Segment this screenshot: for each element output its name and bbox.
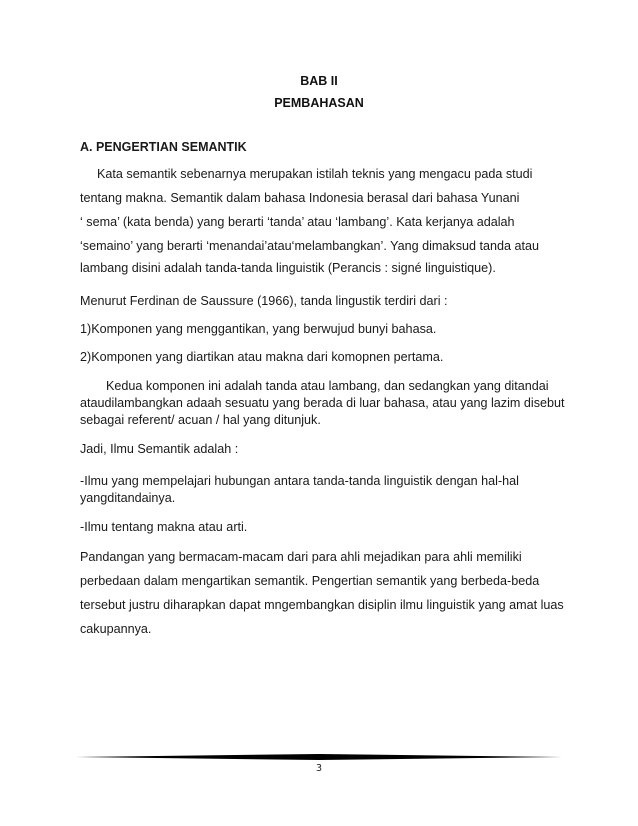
component-item-2: 2)Komponen yang diartikan atau makna dari komopnen pertama. (80, 350, 444, 364)
paragraph-line: Pandangan yang bermacam-macam dari para ahli mejadikan para ahli memiliki (80, 550, 522, 564)
paragraph-line: Kedua komponen ini adalah tanda atau lambang, dan sedangkan yang ditandai (106, 379, 549, 393)
paragraph-line: lambang disini adalah tanda-tanda linguistik (Perancis : signé linguistique). (80, 261, 496, 275)
paragraph-line: tentang makna. Semantik dalam bahasa Indonesia berasal dari bahasa Yunani (80, 191, 520, 205)
paragraph-line: Kata semantik sebenarnya merupakan istilah teknis yang mengacu pada studi (97, 167, 533, 181)
page-number: 3 (315, 763, 323, 774)
paragraph-line: ‘ sema’ (kata benda) yang berarti ‘tanda’ atau ‘lambang’. Kata kerjanya adalah (80, 215, 515, 229)
saussure-intro: Menurut Ferdinan de Saussure (1966), tanda lingustik terdiri dari : (80, 294, 448, 308)
paragraph-line: sebagai referent/ acuan / hal yang ditunjuk. (80, 413, 321, 427)
paragraph-line: ‘semaino’ yang berarti ‘menandai’atau‘melambangkan’. Yang dimaksud tanda atau (80, 239, 540, 253)
definition-item-1-line: yangditandainya. (80, 491, 176, 505)
paragraph-line: tersebut justru diharapkan dapat mngembangkan disiplin ilmu linguistik yang amat luas (80, 598, 564, 612)
paragraph-line: perbedaan dalam mengartikan semantik. Pengertian semantik yang berbeda-beda (80, 574, 540, 588)
definition-item-1-line: -Ilmu yang mempelajari hubungan antara tanda-tanda linguistik dengan hal-hal (80, 474, 519, 488)
footer-divider (76, 754, 562, 760)
chapter-title: PEMBAHASAN (274, 96, 364, 110)
section-heading: A. PENGERTIAN SEMANTIK (80, 140, 247, 154)
chapter-label: BAB II (300, 74, 338, 88)
definition-item-2: -Ilmu tentang makna atau arti. (80, 520, 248, 534)
paragraph-line: ataudilambangkan adaah sesuatu yang berada di luar bahasa, atau yang lazim disebut (80, 396, 565, 410)
component-item-1: 1)Komponen yang menggantikan, yang berwujud bunyi bahasa. (80, 322, 437, 336)
definition-intro: Jadi, Ilmu Semantik adalah : (80, 442, 239, 456)
paragraph-line: cakupannya. (80, 622, 152, 636)
